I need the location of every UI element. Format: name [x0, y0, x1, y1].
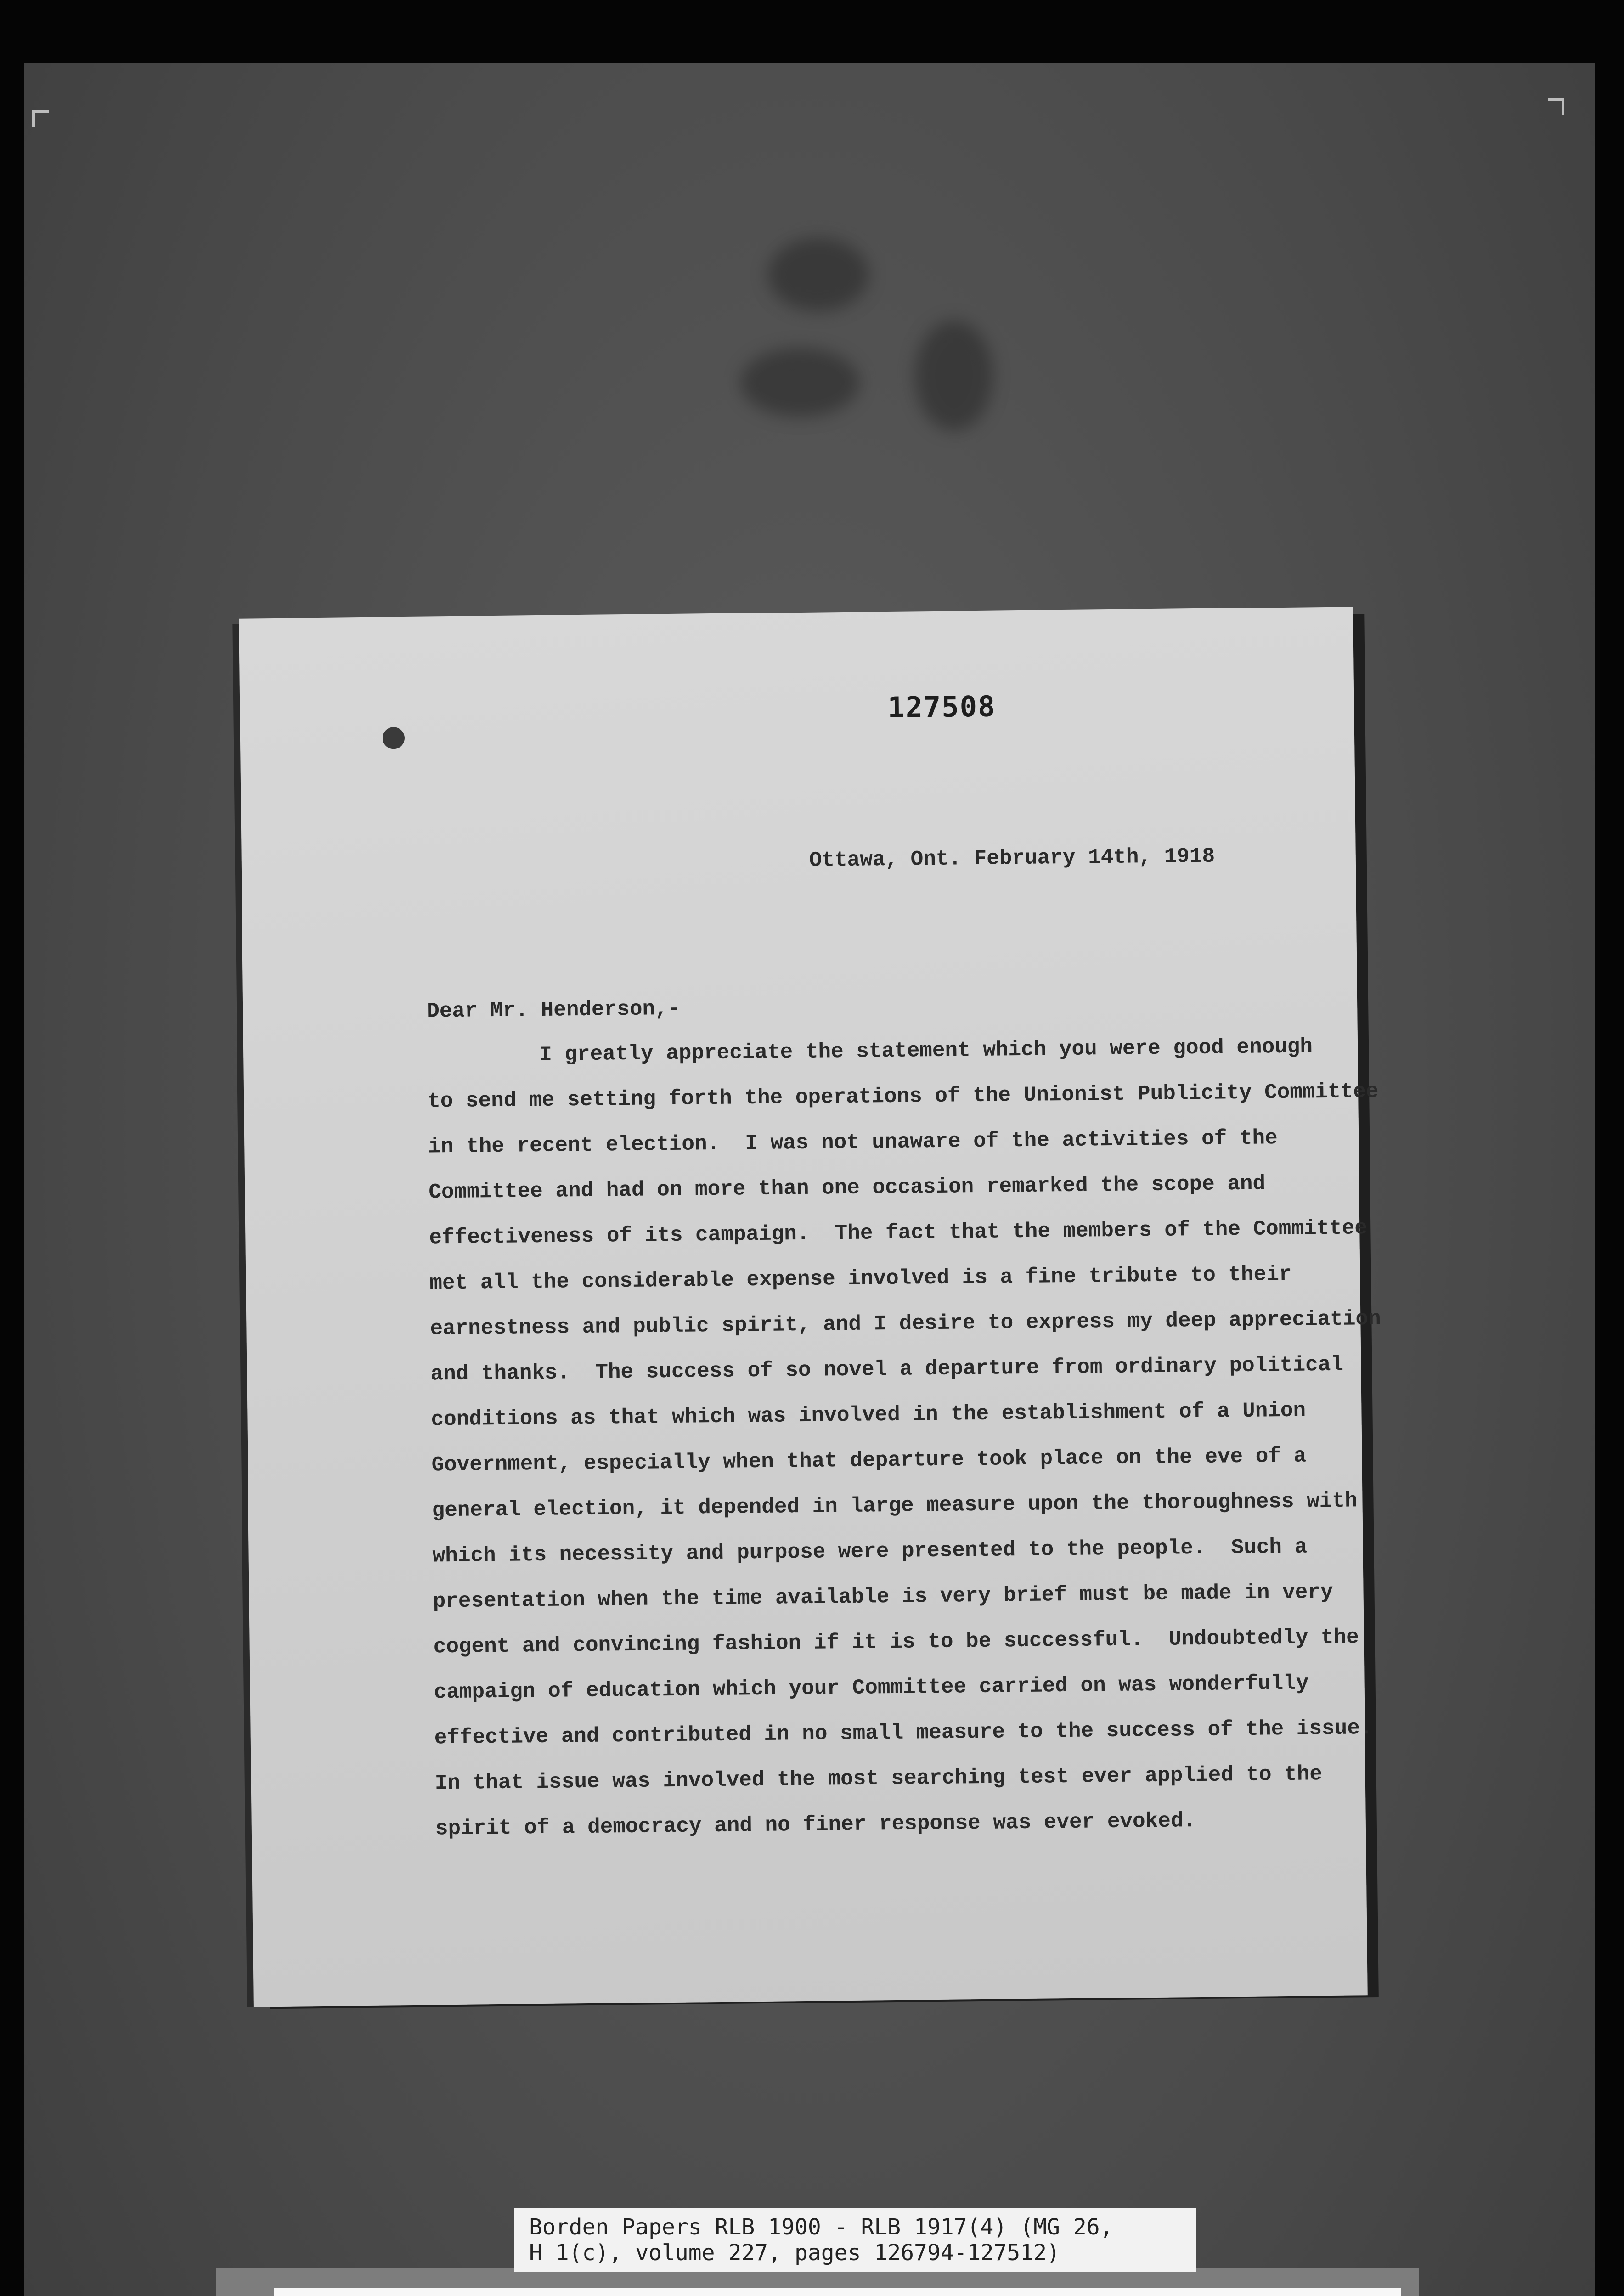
letter-body	[427, 1024, 1381, 1852]
body-line: earnestness and public spirit, and I desire to express my deep appreciation	[430, 1306, 1381, 1341]
body-line: in the recent election. I was not unaware of the activities of the	[428, 1126, 1278, 1159]
dateline: Ottawa, Ont. February 14th, 1918	[809, 844, 1215, 872]
document-number: 127508	[887, 689, 996, 725]
body-line: cogent and convincing fashion if it is to be successful. Undoubtedly the	[433, 1625, 1359, 1659]
letter-page	[239, 607, 1381, 2007]
body-line: presentation when the time available is very brief must be made in very	[433, 1580, 1333, 1614]
body-line: effectiveness of its campaign. The fact that the members of the Committee	[429, 1216, 1368, 1250]
body-line: general election, it depended in large measure upon the thoroughness with	[432, 1489, 1358, 1523]
body-line: which its necessity and purpose were presented to the people. Such a	[432, 1535, 1308, 1568]
crop-mark-top-left	[32, 110, 49, 127]
salutation: Dear Mr. Henderson,-	[426, 996, 681, 1024]
archives-stamp	[274, 2288, 1401, 2296]
body-line: campaign of education which your Committee carried on was wonderfully	[434, 1671, 1309, 1705]
crop-mark-top-right	[1548, 98, 1564, 115]
punch-hole	[383, 727, 405, 749]
smudge	[740, 348, 860, 417]
archive-reference-label	[514, 2208, 1196, 2272]
body-line: met all the considerable expense involved is a fine tribute to their	[429, 1262, 1292, 1295]
archive-label-line: Borden Papers RLB 1900 - RLB 1917(4) (MG 26,	[529, 2214, 1113, 2240]
body-line: and thanks. The success of so novel a departure from ordinary political	[430, 1352, 1344, 1386]
smudge	[915, 321, 993, 431]
body-line: effective and contributed in no small measure to the success of the issue.	[434, 1716, 1373, 1750]
body-line: spirit of a democracy and no finer response was ever evoked.	[435, 1809, 1196, 1841]
body-line: to send me setting forth the operations of the Unionist Publicity Committee	[427, 1079, 1379, 1114]
body-line: Government, especially when that departure took place on the eve of a	[431, 1444, 1307, 1477]
body-line: Committee and had on more than one occasion remarked the scope and	[429, 1171, 1266, 1204]
smudge	[768, 238, 869, 311]
body-line: I greatly appreciate the statement which you were good enough	[539, 1035, 1313, 1067]
archive-label-line: H 1(c), volume 227, pages 126794-127512)	[529, 2240, 1060, 2266]
body-line: conditions as that which was involved in the establishment of a Union	[431, 1398, 1306, 1432]
body-line: In that issue was involved the most searching test ever applied to the	[434, 1762, 1323, 1795]
